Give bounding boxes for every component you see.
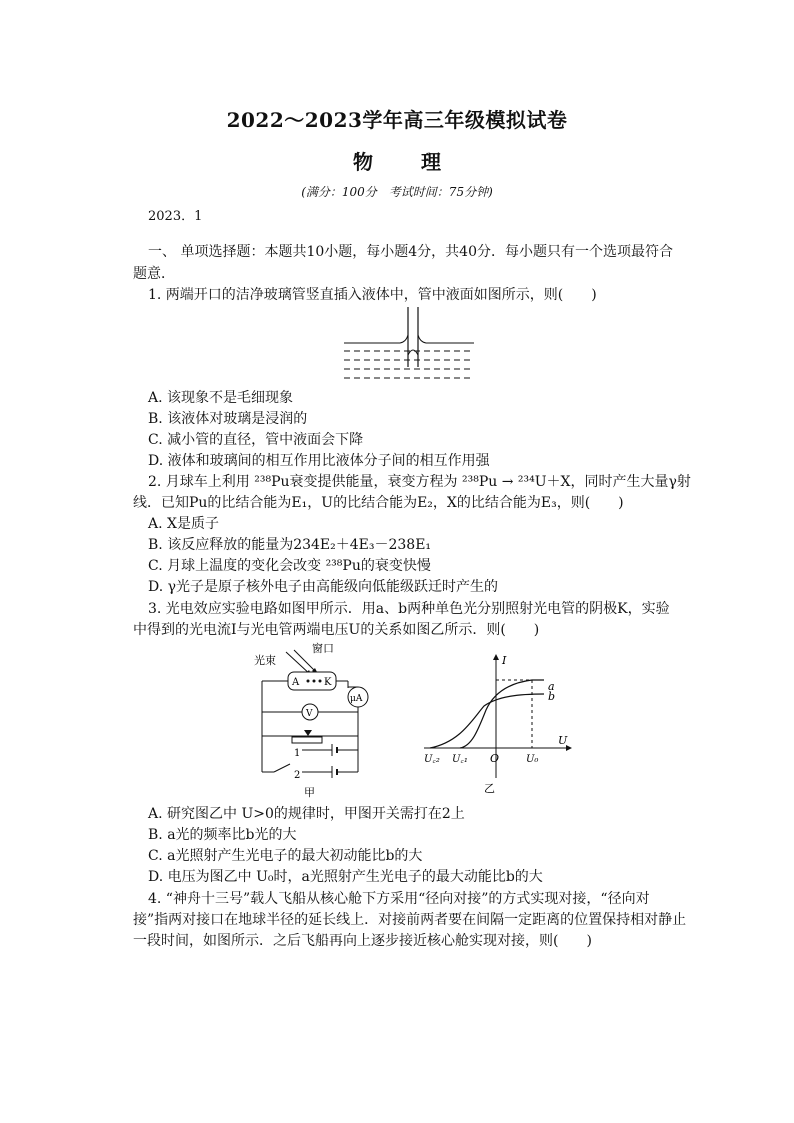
q4-line3: 一段时间，如图所示．之后飞船再向上逐步接近核心舱实现对接，则( ) — [133, 933, 592, 949]
q3-option-b: B. a光的频率比b光的大 — [148, 827, 297, 843]
section-heading-line1: 一、 单项选择题：本题共10小题，每小题4分，共40分．每小题只有一个选项最符合 — [148, 244, 673, 260]
figure-yi-caption: 乙 — [484, 782, 495, 795]
switch2-label: 2 — [294, 770, 301, 781]
uc1-label: U꜀₁ — [452, 754, 468, 765]
exam-meta: (满分：100分 考试时间：75分钟) — [301, 185, 493, 199]
q3-stem-line2: 中得到的光电流I与光电管两端电压U的关系如图乙所示．则( ) — [133, 622, 540, 638]
curve-a-label: a — [548, 680, 555, 693]
q1-option-c: C. 减小管的直径，管中液面会下降 — [148, 432, 364, 448]
q1-option-d: D. 液体和玻璃间的相互作用比液体分子间的相互作用强 — [148, 453, 490, 469]
exam-date: 2023．1 — [148, 209, 203, 224]
cathode-label: K — [324, 677, 332, 688]
q3-stem-line1: 3. 光电效应实验电路如图甲所示．用a、b两种单色光分别照射光电管的阴极K，实验 — [148, 601, 670, 617]
q2-option-a: A. X是质子 — [148, 516, 219, 532]
switch1-label: 1 — [294, 748, 301, 759]
page-title: 2022～2023学年高三年级模拟试卷 — [226, 108, 568, 132]
capillary-tube-figure — [342, 305, 476, 385]
q4-line2: 接”指两对接口在地球半径的延长线上．对接前两者要在间隔一定距离的位置保持相对静止 — [133, 912, 687, 928]
origin-label: O — [490, 752, 500, 765]
beam-label: 光束 — [254, 654, 276, 667]
curve-b-label: b — [548, 690, 556, 703]
q1-option-a: A. 该现象不是毛细现象 — [148, 390, 294, 406]
q4-line1: 4. “神舟十三号”载人飞船从核心舱下方采用“径向对接”的方式实现对接，“径向对 — [148, 891, 650, 907]
anode-label: A — [292, 677, 300, 688]
q1-option-b: B. 该液体对玻璃是浸润的 — [148, 411, 308, 427]
subject-heading: 物理 — [353, 150, 489, 174]
q3-option-c: C. a光照射产生光电子的最大初动能比b的大 — [148, 848, 423, 864]
axis-i-label: I — [502, 654, 507, 667]
section-heading-line2: 题意． — [133, 266, 175, 282]
q2-stem-line2: 线．已知Pu的比结合能为E₁，U的比结合能为E₂，X的比结合能为E₃，则( ) — [133, 495, 624, 511]
ammeter-label: μA — [350, 694, 363, 704]
iu-graph-figure — [420, 650, 580, 800]
figure-jia-caption: 甲 — [304, 786, 315, 799]
circuit-figure — [250, 640, 380, 800]
q1-stem: 1. 两端开口的洁净玻璃管竖直插入液体中，管中液面如图所示，则( ) — [148, 287, 597, 303]
u0-label: U₀ — [526, 754, 539, 765]
axis-u-label: U — [558, 734, 568, 747]
q3-option-d: D. 电压为图乙中 U₀时，a光照射产生光电子的最大动能比b的大 — [148, 869, 543, 885]
q2-option-d: D. γ光子是原子核外电子由高能级向低能级跃迁时产生的 — [148, 579, 498, 595]
uc2-label: U꜀₂ — [424, 754, 440, 765]
q3-option-a: A. 研究图乙中 U>0的规律时，甲图开关需打在2上 — [148, 806, 465, 822]
q2-option-b: B. 该反应释放的能量为234E₂＋4E₃－238E₁ — [148, 537, 432, 553]
window-label: 窗口 — [312, 642, 334, 655]
q2-option-c: C. 月球上温度的变化会改变 ²³⁸Pu的衰变快慢 — [148, 558, 431, 574]
voltmeter-label: V — [306, 709, 313, 719]
q2-stem-line1: 2. 月球车上利用 ²³⁸Pu衰变提供能量，衰变方程为 ²³⁸Pu → ²³⁴U＋X，同时产生大量γ射 — [148, 474, 691, 490]
